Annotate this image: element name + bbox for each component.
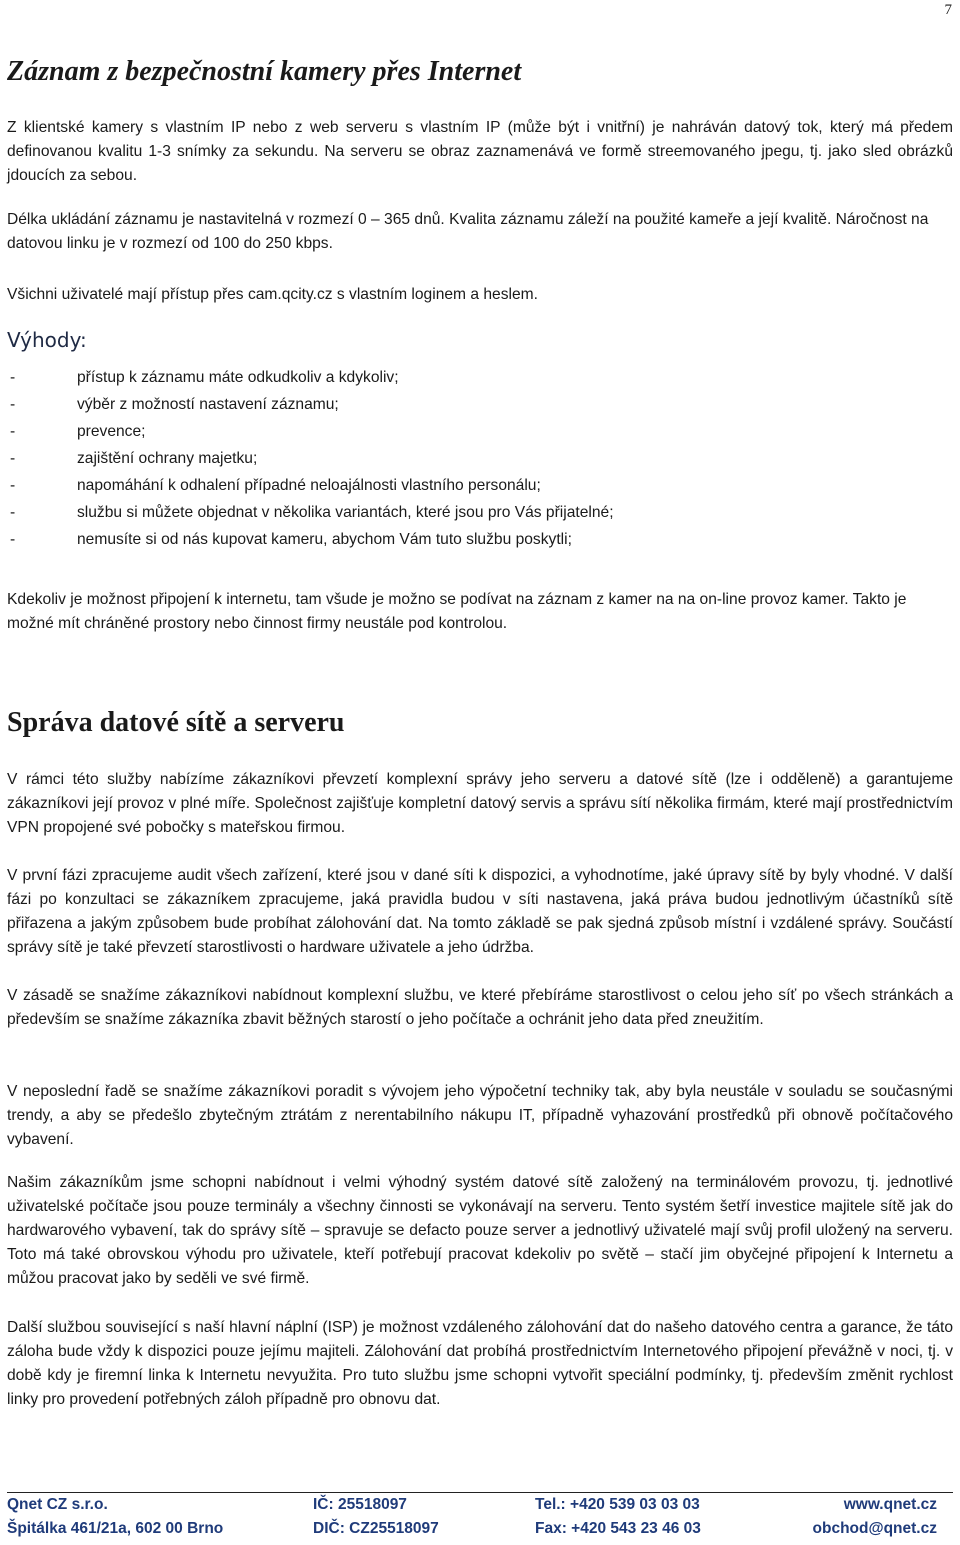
footer-row	[7, 1517, 953, 1541]
list-item-text: nemusíte si od nás kupovat kameru, abychom Vám tuto službu poskytli;	[77, 531, 572, 548]
list-bullet: -	[10, 477, 16, 494]
list-item	[7, 526, 614, 553]
list-item	[7, 445, 614, 472]
list-item-text: prevence;	[77, 423, 146, 440]
company-ic: IČ: 25518097	[313, 1496, 407, 1513]
footer-row	[7, 1493, 953, 1517]
page-footer	[7, 1492, 953, 1541]
network-paragraph-3: V zásadě se snažíme zákazníkovi nabídnout komplexní službu, ve které přebíráme starostlivost o celou jeho síť po všech stránkách a především se snažíme zákazníka zbavit běžných starostí o jeho počítače a ochránit jeho data před zneužitím.	[7, 987, 953, 1028]
list-item-text: výběr z možností nastavení záznamu;	[77, 396, 339, 413]
list-bullet: -	[10, 504, 16, 521]
network-paragraph-6: Další službou související s naší hlavní náplní (ISP) je možnost vzdáleného zálohování dat do našeho datového centra a garance, že táto záloha bude vždy k dispozici pouze jejímu majiteli. Zálohování dat probíhá prostřednictvím Internetového připojení převážně v noci, tj. v době kdy je firemní linka k Internetu nevyužita. Pro tuto službu jsme schopni vytvořit speciální podmínky, tj. především změnit rychlost linky pro provedení potřebných záloh případně pro obnovu dat.	[7, 1319, 953, 1408]
list-item	[7, 364, 614, 391]
camera-paragraph-3: Všichni uživatelé mají přístup přes cam.qcity.cz s vlastním loginem a heslem.	[7, 286, 538, 303]
list-bullet: -	[10, 396, 16, 413]
network-paragraph-4: V neposlední řadě se snažíme zákazníkovi poradit s vývojem jeho výpočetní techniky tak, aby byla neustále v souladu se současnými trendy, a aby se předešlo zbytečným ztrátám z nerentabilního nákupu IT, případně vyhazování prostředků při obnově počítačového vybavení.	[7, 1083, 953, 1148]
list-bullet: -	[10, 450, 16, 467]
camera-paragraph-4: Kdekoliv je možnost připojení k internetu, tam všude je možno se podívat na záznam z kamer na na on-line provoz kamer. Takto je možné mít chráněné prostory nebo činnost firmy neustále pod kontrolou.	[7, 591, 907, 632]
network-paragraph-5: Našim zákazníkům jsme schopni nabídnout i velmi výhodný systém datové sítě založený na terminálovém provozu, tj. jednotlivé uživatelské počítače jsou pouze terminály a všechny činnosti se vykonávají na serveru. Tento systém šetří investice majitele sítě jak do hardwarového vybavení, tak do správy sítě – spravuje se defacto pouze server a jednotlivý uživatelé mají svůj profil uložený na serveru. Toto má také obrovskou výhodu pro uživatele, kteří potřebují pracovat kdekoliv po světě – stačí jim obyčejné připojení k Internetu a můžou pracovat jako by seděli ve své firmě.	[7, 1174, 953, 1287]
list-item-text: napomáhání k odhalení případné neloajálnosti vlastního personálu;	[77, 477, 541, 494]
network-paragraph-2: V první fázi zpracujeme audit všech zařízení, které jsou v dané síti k dispozici, a vyhodnotíme, jaké úpravy sítě by byly vhodné. V další fázi po konzultaci se zákazníkem zpracujeme, jaká pravidla budou v síti nastavena, jaká práva budou jednotlivým účastníků sítě přiřazena a jakým způsobem bude probíhat zálohování dat. Na tomto základě se pak sjedná způsob místní i vzdálené správy. Součástí správy sítě je také převzetí starostlivosti o hardware uživatele a jeho údržba.	[7, 867, 953, 956]
list-item	[7, 499, 614, 526]
network-paragraph-1: V rámci této služby nabízíme zákazníkovi převzetí komplexní správy jeho serveru a datové sítě (lze i odděleně) a garantujeme zákazníkovi její provoz v plné míře. Společnost zajišťuje kompletní datový servis a správu sítí několika firmám, které mají prostřednictvím VPN propojené své pobočky s mateřskou firmou.	[7, 771, 953, 836]
section-title-network: Správa datové sítě a serveru	[7, 707, 345, 738]
list-item	[7, 391, 614, 418]
camera-paragraph-2: Délka ukládání záznamu je nastavitelná v rozmezí 0 – 365 dnů. Kvalita záznamu záleží na použité kameře a její kvalitě. Náročnost na datovou linku je v rozmezí od 100 do 250 kbps.	[7, 211, 929, 252]
list-bullet: -	[10, 369, 16, 386]
company-name: Qnet CZ s.r.o.	[7, 1496, 108, 1513]
advantages-list	[7, 364, 614, 553]
company-fax: Fax: +420 543 23 46 03	[535, 1520, 701, 1537]
company-dic: DIČ: CZ25518097	[313, 1520, 439, 1537]
company-website-link[interactable]: www.qnet.cz	[843, 1496, 937, 1513]
list-item-text: zajištění ochrany majetku;	[77, 450, 258, 467]
list-item	[7, 418, 614, 445]
list-bullet: -	[10, 423, 16, 440]
company-phone: Tel.: +420 539 03 03 03	[535, 1496, 700, 1513]
company-address: Špitálka 461/21a, 602 00 Brno	[7, 1520, 224, 1537]
camera-paragraph-1: Z klientské kamery s vlastním IP nebo z web serveru s vlastním IP (může být i vnitřní) je nahráván datový tok, který má předem definovanou kvalitu 1-3 snímky za sekundu. Na serveru se obraz zaznamenává ve formě streemovaného jpegu, tj. jako sled obrázků jdoucích za sebou.	[7, 119, 953, 184]
list-item	[7, 472, 614, 499]
company-email-link[interactable]: obchod@qnet.cz	[812, 1520, 937, 1537]
list-bullet: -	[10, 531, 16, 548]
list-item-text: přístup k záznamu máte odkudkoliv a kdykoliv;	[77, 369, 399, 386]
list-item-text: službu si můžete objednat v několika variantách, které jsou pro Vás přijatelné;	[77, 504, 614, 521]
page-number: 7	[944, 2, 952, 18]
advantages-heading: Výhody:	[7, 328, 87, 352]
section-title-camera: Záznam z bezpečnostní kamery přes Internet	[7, 56, 522, 87]
